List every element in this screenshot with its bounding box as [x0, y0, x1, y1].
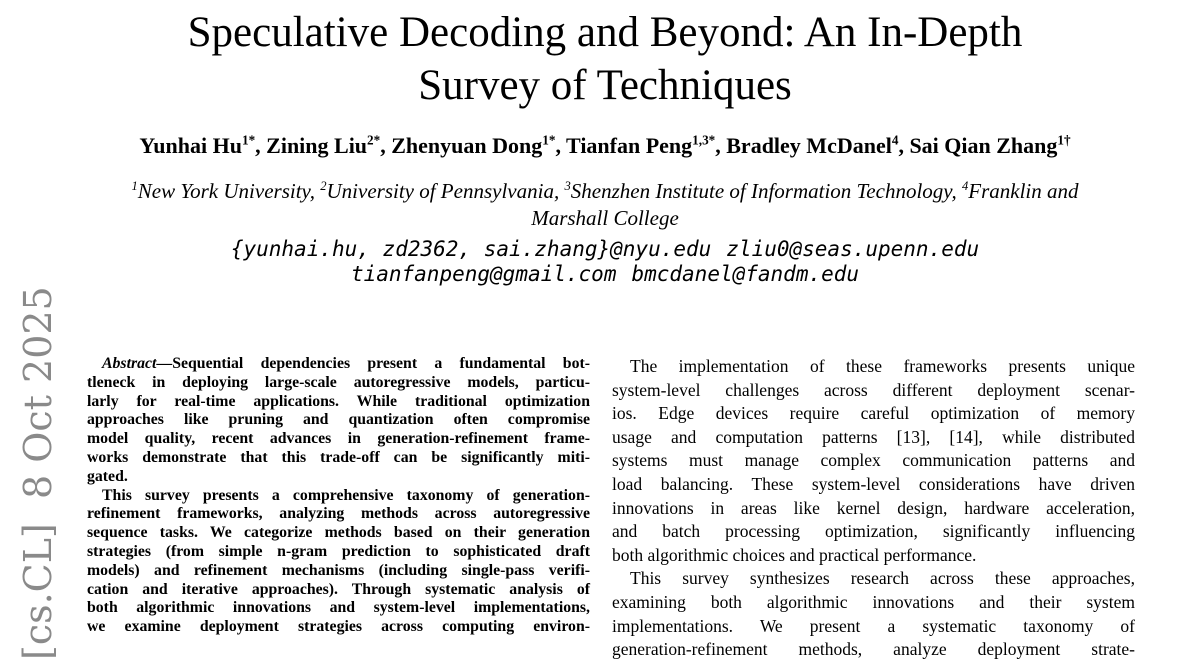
email-upenn: zliu0@seas.upenn.edu	[726, 237, 980, 261]
text-line: model quality, recent advances in generation-refinement frame-	[87, 430, 590, 448]
author-superscript: 1*	[241, 132, 256, 148]
text-line: strategies (from simple n-gram prediction to sophisticated draft	[87, 542, 590, 560]
affiliation	[962, 179, 1079, 203]
affiliation-superscript: 3	[564, 179, 571, 193]
text-line: cation and iterative approaches). Through systematic analysis of	[87, 580, 590, 598]
author-name: Bradley McDanel	[726, 133, 892, 158]
text-line: This survey synthesizes research across these approaches,	[630, 568, 1135, 589]
author-superscript: 1*	[542, 132, 556, 148]
author-separator: ,	[255, 133, 267, 158]
arxiv-watermark: [cs.CL] 8 Oct 2025	[16, 286, 60, 660]
abstract-label: Abstract	[102, 355, 157, 372]
text-line: systems must manage complex communication patterns and	[612, 450, 1135, 471]
author-name: Tianfan Peng	[566, 133, 693, 158]
author	[266, 133, 391, 158]
affiliation-name: Shenzhen Institute of Information Technology,	[570, 179, 962, 203]
text-line: works demonstrate that this trade-off can be significantly miti-	[87, 448, 590, 466]
email-line-2	[60, 262, 1150, 287]
text-line: we examine deployment strategies across computing environ-	[87, 618, 590, 636]
author-name: Zining Liu	[266, 133, 368, 158]
author	[566, 133, 726, 158]
author	[391, 133, 566, 158]
text-line: The implementation of these frameworks presents unique	[630, 356, 1135, 376]
author-line	[60, 133, 1150, 159]
text-line: larly for real-time applications. While traditional optimization	[87, 392, 590, 410]
author-superscript: 1†	[1057, 132, 1071, 148]
abstract-paragraph-1	[87, 374, 590, 468]
author-superscript: 2*	[367, 132, 381, 148]
author-superscript: 1,3*	[692, 132, 716, 148]
affiliation-name: Franklin and	[968, 179, 1079, 203]
abstract-first-line	[87, 355, 590, 374]
text-line: implementations. We present a systematic taxonomy of	[612, 615, 1135, 636]
author-separator: ,	[380, 133, 392, 158]
text-line: This survey presents a comprehensive taxonomy of generation-	[102, 486, 590, 504]
abstract-paragraph-2	[87, 487, 590, 637]
author-name: Zhenyuan Dong	[391, 133, 543, 158]
affiliation-line	[60, 178, 1150, 232]
affiliation	[320, 179, 564, 203]
author-separator: ,	[555, 133, 567, 158]
text-line: refinement frameworks, analyzing methods across autoregressive	[87, 505, 590, 523]
intro-paragraph-2	[612, 567, 1135, 661]
author	[139, 133, 266, 158]
affiliation-name: New York University,	[137, 179, 321, 203]
author-separator: ,	[898, 133, 910, 158]
abstract-column	[87, 355, 590, 637]
title-line-2: Survey of Techniques	[418, 62, 792, 109]
paper-header	[60, 6, 1150, 287]
text-line: and batch processing optimization, significantly influencing	[612, 521, 1135, 542]
author-separator: ,	[715, 133, 727, 158]
text-line: sequence tasks. We categorize methods based on their generation	[87, 524, 590, 542]
email-line-1	[60, 237, 1150, 262]
affiliation-name: University of Pennsylvania,	[326, 179, 565, 203]
affiliation	[564, 179, 962, 203]
email-gmail: tianfanpeng@gmail.com	[350, 262, 617, 286]
title-line-1: Speculative Decoding and Beyond: An In-Depth	[187, 9, 1023, 56]
text-line: approaches like pruning and quantization often compromise	[87, 411, 590, 429]
text-line: load balancing. These system-level considerations have driven	[612, 473, 1135, 494]
author-name: Sai Qian Zhang	[909, 133, 1058, 158]
text-line: innovations in areas like kernel design, hardware acceleration,	[612, 497, 1135, 518]
affiliation	[132, 179, 321, 203]
text-line: tleneck in deploying large-scale autoregressive models, particu-	[87, 373, 590, 391]
affiliation-superscript: 2	[320, 179, 327, 193]
text-line: models) and refinement mechanisms (including single-pass verifi-	[87, 561, 590, 579]
text-line: system-level challenges across different deployment scenar-	[612, 379, 1135, 400]
affiliation-line-2: Marshall College	[531, 206, 679, 230]
paper-title	[60, 6, 1150, 112]
text-line: both algorithmic choices and practical performance.	[612, 544, 977, 565]
text-line: generation-refinement methods, analyze deployment strate-	[612, 639, 1135, 660]
text-line: both algorithmic innovations and system-level implementations,	[87, 599, 590, 617]
author	[726, 133, 909, 158]
author-name: Yunhai Hu	[139, 133, 242, 158]
author	[909, 133, 1070, 158]
author-superscript: 4	[891, 132, 899, 148]
affiliation-superscript: 1	[131, 179, 138, 193]
text-line: examining both algorithmic innovations and their system	[612, 591, 1135, 612]
text-line: usage and computation patterns [13], [14], while distributed	[612, 426, 1135, 447]
affiliation-superscript: 4	[961, 179, 969, 193]
text-line: gated.	[87, 467, 128, 485]
intro-paragraph-1	[612, 355, 1135, 544]
abstract-first-line-text: —Sequential dependencies present a fundamental bot-	[156, 355, 590, 372]
text-line: ios. Edge devices require careful optimization of memory	[612, 403, 1135, 424]
email-fandm: bmcdanel@fandm.edu	[631, 262, 860, 286]
email-group-nyu: {yunhai.hu, zd2362, sai.zhang}@nyu.edu	[230, 237, 712, 261]
intro-column	[612, 355, 1135, 662]
